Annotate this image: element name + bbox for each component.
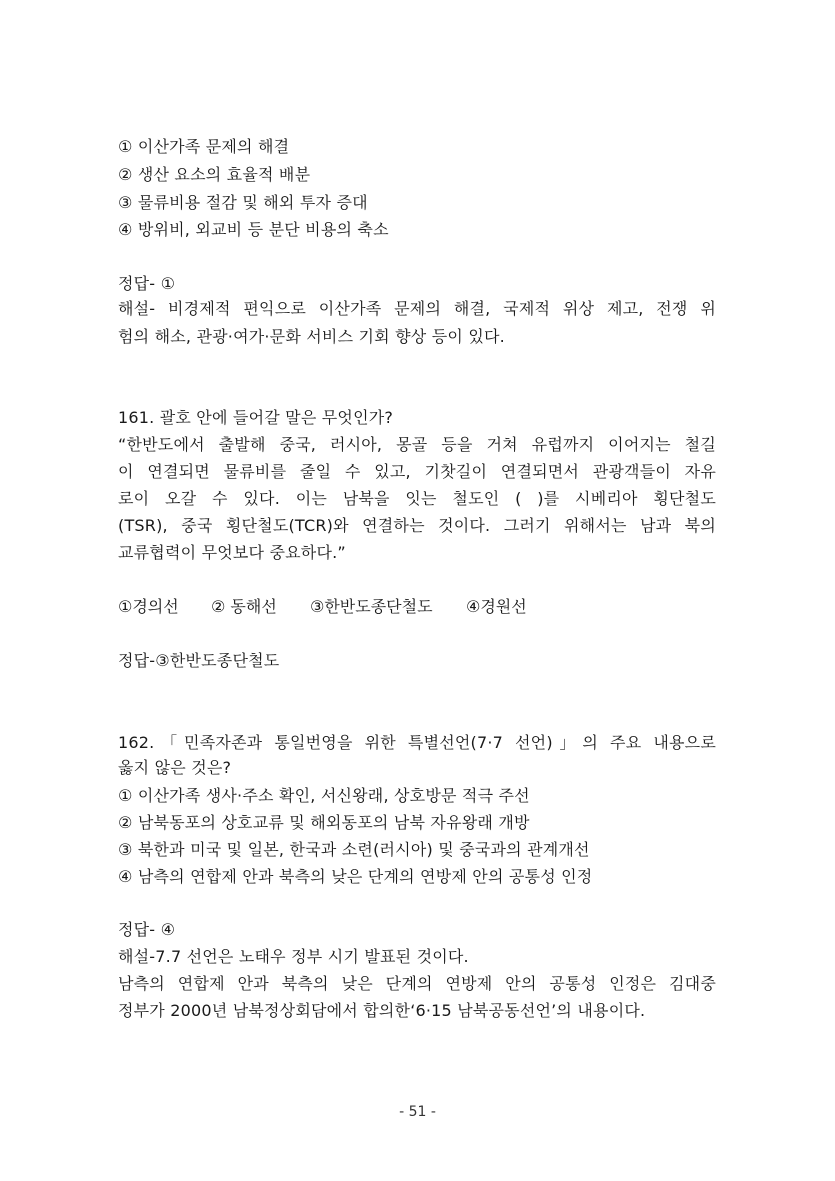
question-161: 161. 괄호 안에 들어갈 말은 무엇인가? [118, 408, 394, 427]
option-4: ④ 남측의 연합제 안과 북측의 낮은 단계의 연방제 안의 공통성 인정 [118, 867, 593, 886]
page-number: - 51 - [399, 1104, 436, 1120]
question-162: 162.「민족자존과 통일번영을 위한 특별선언(7·7 선언)」의 주요 내용으로 [118, 733, 716, 752]
option-3: ③ 북한과 미국 및 일본, 한국과 소련(러시아) 및 중국과의 관계개선 [118, 840, 590, 859]
question-162-cont: 옳지 않은 것은? [118, 758, 232, 777]
passage-line: (TSR), 중국 횡단철도(TCR)와 연결하는 것이다. 그러기 위해서는 남과 북의 [118, 516, 716, 535]
passage-line: 이 연결되면 물류비를 줄일 수 있고, 기찻길이 연결되면서 관광객들이 자유 [118, 462, 716, 481]
option-1: ① 이산가족 문제의 해결 [118, 137, 290, 156]
passage-line: 로이 오갈 수 있다. 이는 남북을 잇는 철도인 ( )를 시베리아 횡단철도 [118, 489, 716, 508]
q161-option-3: ③한반도종단철도 [310, 597, 433, 616]
explanation-line: 정부가 2000년 남북정상회담에서 합의한‘6·15 남북공동선언’의 내용이다. [118, 1001, 646, 1020]
passage-line: 교류협력이 무엇보다 중요하다.” [118, 543, 346, 562]
q161-options [118, 594, 527, 619]
explanation-line: 해설-7.7 선언은 노태우 정부 시기 발표된 것이다. [118, 947, 469, 966]
passage-line: “한반도에서 출발해 중국, 러시아, 몽골 등을 거쳐 유럽까지 이어지는 철길 [118, 435, 716, 454]
option-2: ② 생산 요소의 효율적 배분 [118, 165, 311, 184]
option-2: ② 남북동포의 상호교류 및 해외동포의 남북 자유왕래 개방 [118, 813, 530, 832]
q161-option-2: ② 동해선 [211, 597, 277, 616]
answer: 정답-③한반도종단철도 [118, 651, 280, 670]
option-1: ① 이산가족 생사·주소 확인, 서신왕래, 상호방문 적극 주선 [118, 786, 530, 805]
answer: 정답- ④ [118, 920, 176, 939]
explanation-line: 남측의 연합제 안과 북측의 낮은 단계의 연방제 안의 공통성 인정은 김대중 [118, 974, 716, 993]
q161-option-4: ④경원선 [466, 597, 527, 616]
option-4: ④ 방위비, 외교비 등 분단 비용의 축소 [118, 220, 389, 239]
explanation-line: 해설- 비경제적 편익으로 이산가족 문제의 해결, 국제적 위상 제고, 전쟁 위 [118, 299, 716, 318]
option-3: ③ 물류비용 절감 및 해외 투자 증대 [118, 193, 368, 212]
q161-option-1: ①경의선 [118, 597, 179, 616]
explanation-line: 험의 해소, 관광·여가·문화 서비스 기회 향상 등이 있다. [118, 327, 505, 346]
answer: 정답- ① [118, 274, 176, 293]
